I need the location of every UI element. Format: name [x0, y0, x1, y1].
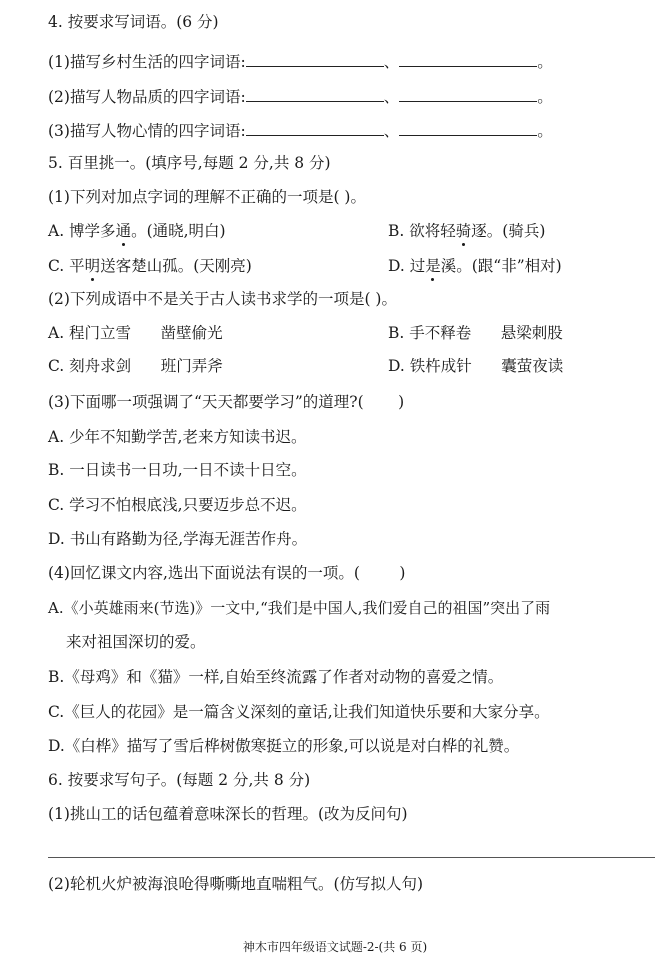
- q5-3-stem: (3)下面哪一项强调了“天天都要学习”的道理?( ): [48, 393, 405, 411]
- q4-title: 4. 按要求写词语。(6 分): [48, 13, 219, 31]
- q5-2-option-d: D. 铁杵成针 囊萤夜读: [388, 357, 564, 375]
- q5-4-stem: (4)回忆课文内容,选出下面说法有误的一项。( ): [48, 564, 406, 582]
- page-footer: 神木市四年级语文试题-2-(共 6 页): [242, 940, 428, 954]
- answer-blank[interactable]: [246, 52, 384, 67]
- q5-1-option-c: C. 平明送客楚山孤。(天刚亮): [48, 257, 252, 275]
- q5-3-option-a: A. 少年不知勤学苦,老来方知读书迟。: [48, 428, 307, 446]
- q5-4-option-a-line1: A.《小英雄雨来(节选)》一文中,“我们是中国人,我们爱自己的祖国”突出了雨: [48, 599, 551, 617]
- q4-item-2: (2)描写人物品质的四字词语: 、 。: [48, 88, 553, 106]
- q5-2-option-a: A. 程门立雪 凿壁偷光: [48, 324, 223, 342]
- q5-3-option-c: C. 学习不怕根底浅,只要迈步总不迟。: [48, 496, 307, 514]
- q5-1-option-b: B. 欲将轻骑逐。(骑兵): [388, 222, 546, 240]
- q4-item-3: (3)描写人物心情的四字词语: 、 。: [48, 122, 553, 140]
- q4-item-1: (1)描写乡村生活的四字词语: 、 。: [48, 53, 553, 71]
- q5-1-stem: (1)下列对加点字词的理解不正确的一项是( )。: [48, 188, 366, 206]
- q5-2-stem: (2)下列成语中不是关于古人读书求学的一项是( )。: [48, 290, 397, 308]
- answer-blank[interactable]: [246, 87, 384, 102]
- answer-blank[interactable]: [399, 87, 537, 102]
- q6-1-stem: (1)挑山工的话包蕴着意味深长的哲理。(改为反问句): [48, 805, 408, 823]
- q5-4-option-b: B.《母鸡》和《猫》一样,自始至终流露了作者对动物的喜爱之情。: [48, 668, 504, 686]
- answer-blank[interactable]: [399, 52, 537, 67]
- q5-2-option-b: B. 手不释卷 悬梁刺股: [388, 324, 563, 342]
- answer-line[interactable]: [48, 857, 655, 858]
- q5-2-option-c: C. 刻舟求剑 班门弄斧: [48, 357, 223, 375]
- q5-4-option-d: D.《白桦》描写了雪后桦树傲寒挺立的形象,可以说是对白桦的礼赞。: [48, 737, 520, 755]
- q5-3-option-b: B. 一日读书一日功,一日不读十日空。: [48, 461, 307, 479]
- q5-3-option-d: D. 书山有路勤为径,学海无涯苦作舟。: [48, 530, 308, 548]
- q5-4-option-a-line2: 来对祖国深切的爱。: [66, 633, 206, 651]
- q6-2-stem: (2)轮机火炉被海浪呛得嘶嘶地直喘粗气。(仿写拟人句): [48, 875, 424, 893]
- q6-title: 6. 按要求写句子。(每题 2 分,共 8 分): [48, 771, 311, 789]
- answer-blank[interactable]: [399, 121, 537, 136]
- q5-title: 5. 百里挑一。(填序号,每题 2 分,共 8 分): [48, 154, 331, 172]
- answer-blank[interactable]: [246, 121, 384, 136]
- q5-1-option-a: A. 博学多通。(通晓,明白): [48, 222, 226, 240]
- q5-1-option-d: D. 过是溪。(跟“非”相对): [388, 257, 562, 275]
- q5-4-option-c: C.《巨人的花园》是一篇含义深刻的童话,让我们知道快乐要和大家分享。: [48, 703, 550, 721]
